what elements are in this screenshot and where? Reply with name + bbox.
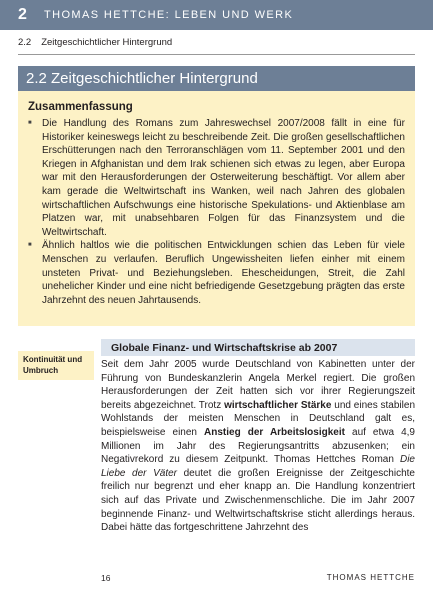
breadcrumb (18, 37, 172, 48)
square-bullet-icon: ■ (28, 242, 32, 249)
body-text-segment: auf etwa 4,9 Millionen im Jahr des Regierungsantritts abzusenken; ein Negativrekord zu diesem Zeitpunkt. Thomas Hettches Roman (101, 426, 415, 466)
subsection-title: Globale Finanz- und Wirtschaftskrise ab 2007 (111, 341, 338, 354)
chapter-title: THOMAS HETTCHE: LEBEN UND WERK (44, 9, 294, 21)
summary-item-text: Die Handlung des Romans zum Jahreswechsel 2007/2008 fällt in eine für Historiker keineswegs leicht zu beschreibende Zeit. Die großen gesellschaftlichen Erschütterungen nach den Terroranschlägen vom 11. September 2001 und den Kriegen in Afghanistan und dem Irak schienen sich etwas zu legen, aber Europa war mit den Herausforderungen der Osterweiterung beschäftigt. Vor allem aber kam gerade die Weltwirtschaft ins Wanken, weil nach Jahren des globalen wirtschaftlichen Aufschwungs eine historische Spekulations- und Aktienblase am Platzen war, mit unabsehbaren Folgen für das Finanzsystem und die Weltwirtschaft. (42, 118, 405, 238)
breadcrumb-title: Zeitgeschichtlicher Hintergrund (41, 37, 173, 48)
breadcrumb-number: 2.2 (18, 37, 32, 48)
section-title: 2.2 Zeitgeschichtlicher Hintergrund (26, 70, 258, 87)
body-text-segment: und eines stabilen Wohlstands der meisten Menschen in Deutschland galt es, beispielsweise einen (101, 399, 416, 438)
section-title-bar (18, 66, 415, 91)
bold-term: wirtschaftlicher Stärke (224, 399, 332, 411)
body-text-segment: deutet die großen Ereignisse der Zeitgeschichte freilich nur begrenzt und eher knapp an. Die Handlung konzentriert sich auf das Private und Zwischenmenschliche. Die im Jahr 2007 beginnende Finanz- und Weltwirtschaftskrise sticht allerdings heraus. Dabei hätte das fortgeschrittene Jahrzehnt des (101, 467, 415, 534)
page-number: 16 (101, 573, 111, 583)
summary-box (18, 91, 415, 326)
subsection-title-box (101, 339, 415, 356)
body-text-segment: Seit dem Jahr 2005 wurde Deutschland von Kabinetten unter der Führung von Bundeskanzlerin Angela Merkel regiert. Die großen Herausforderungen der Zeit hatten sich vor ihrer Regierungszeit bereits abgezeichnet. Trotz (101, 359, 415, 411)
body-paragraph (101, 358, 415, 535)
summary-heading: Zusammenfassung (28, 101, 133, 113)
summary-item (28, 117, 405, 239)
square-bullet-icon: ■ (28, 120, 32, 126)
margin-note: Kontinuität und Umbruch (18, 351, 94, 380)
footer-author: THOMAS HETTCHE (326, 573, 415, 582)
summary-item-text: Ähnlich haltlos wie die politischen Entwicklungen schien das Leben für viele Menschen zu verlaufen. Beruflich Ungewissheiten liefen einher mit einem unsteten Privat- und Beziehungsleben. Ehescheidungen, Streit, die Zahl unehelicher Kinder und eine nicht befriedigende Gesetzgebung prägten das erste Jahrzehnt des neuen Jahrtausends. (42, 240, 405, 306)
bold-term: Anstieg der Arbeitslosigkeit (204, 426, 345, 438)
book-title: Die Liebe der Väter (101, 454, 415, 479)
summary-item (28, 239, 405, 307)
breadcrumb-divider (18, 54, 415, 55)
chapter-number: 2 (18, 6, 27, 23)
chapter-header-bar (0, 0, 433, 30)
